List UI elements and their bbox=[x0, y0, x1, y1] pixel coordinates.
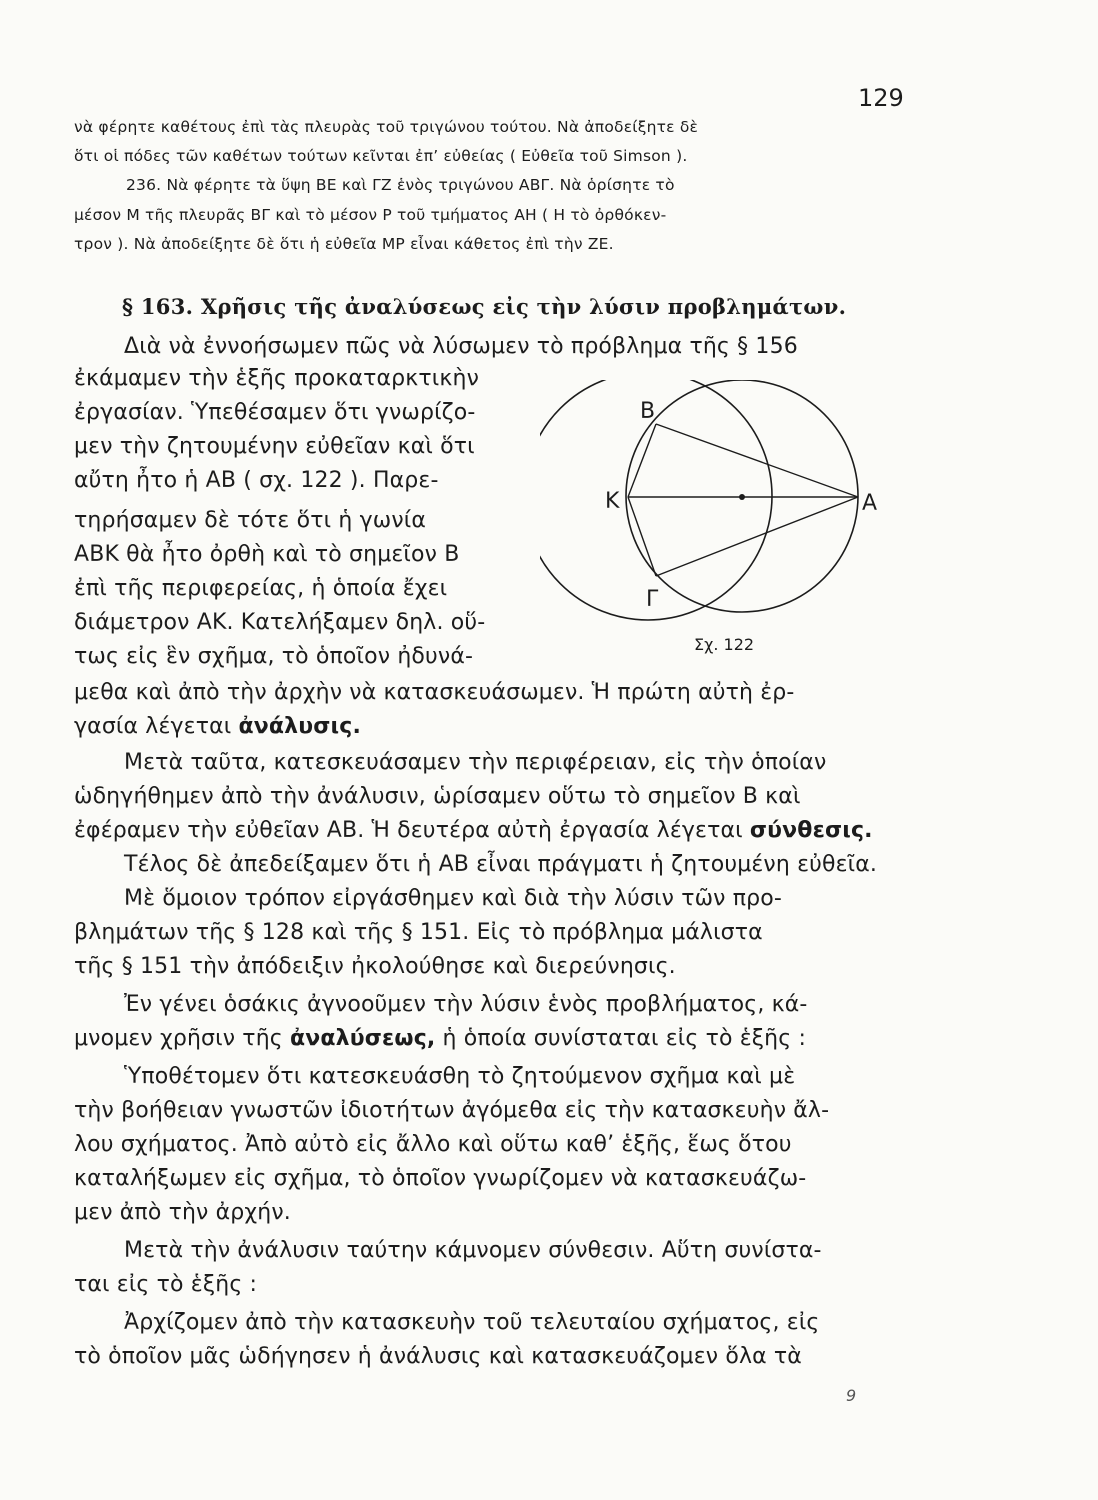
segment-KG bbox=[628, 497, 656, 576]
paragraph-line: ἐργασίαν. Ὑπεθέσαμεν ὅτι γνωρίζο- bbox=[74, 400, 476, 425]
paragraph-line: λου σχήματος. Ἀπὸ αὐτὸ εἰς ἄλλο καὶ οὕτω καθ’ ἑξῆς, ἕως ὅτου bbox=[74, 1132, 792, 1157]
segment-AB bbox=[656, 424, 858, 497]
paragraph-line: βλημάτων τῆς § 128 καὶ τῆς § 151. Εἰς τὸ πρόβλημα μάλιστα bbox=[74, 920, 763, 945]
signature-mark: 9 bbox=[846, 1386, 857, 1405]
paragraph-line: αὔτη ἦτο ἡ ΑΒ ( σχ. 122 ). Παρε- bbox=[74, 468, 439, 493]
paragraph-line: Διὰ νὰ ἐννοήσωμεν πῶς νὰ λύσωμεν τὸ πρόβλημα τῆς § 156 bbox=[124, 334, 798, 359]
label-K: Κ bbox=[605, 489, 620, 514]
term-synthesis: σύνθεσις. bbox=[749, 818, 873, 843]
page-number: 129 bbox=[858, 84, 904, 112]
segment-AG bbox=[656, 497, 858, 576]
paragraph-line: ὡδηγήθημεν ἀπὸ τὴν ἀνάλυσιν, ὡρίσαμεν οὕτω τὸ σημεῖον Β καὶ bbox=[74, 784, 801, 809]
paragraph-line: τὴν βοήθειαν γνωστῶν ἰδιοτήτων ἀγόμεθα εἰς τὴν κατασκευὴν ἄλ- bbox=[74, 1098, 830, 1123]
paragraph-line: Τέλος δὲ ἀπεδείξαμεν ὅτι ἡ ΑΒ εἶναι πράγματι ἡ ζητουμένη εὐθεῖα. bbox=[124, 852, 878, 877]
paragraph-line: καταλήξωμεν εἰς σχῆμα, τὸ ὁποῖον γνωρίζομεν νὰ κατασκευάζω- bbox=[74, 1166, 807, 1191]
text-span: ἡ ὁποία συνίσταται εἰς τὸ ἑξῆς : bbox=[435, 1026, 807, 1051]
exercise-text-line: 236. Νὰ φέρητε τὰ ὕψη ΒΕ καὶ ΓΖ ἑνὸς τριγώνου ΑΒΓ. Νὰ ὁρίσητε τὸ bbox=[126, 176, 675, 194]
text-span: γασία λέγεται bbox=[74, 714, 239, 739]
paragraph-line: Ἐν γένει ὁσάκις ἀγνοοῦμεν τὴν λύσιν ἑνὸς προβλήματος, κά- bbox=[124, 992, 808, 1017]
paragraph-line: τως εἰς ἓν σχῆμα, τὸ ὁποῖον ἠδυνά- bbox=[74, 644, 474, 669]
paragraph-line: Μετὰ ταῦτα, κατεσκευάσαμεν τὴν περιφέρειαν, εἰς τὴν ὁποίαν bbox=[124, 750, 827, 775]
label-B: Β bbox=[640, 399, 656, 424]
paragraph-line: μεθα καὶ ἀπὸ τὴν ἀρχὴν νὰ κατασκευάσωμεν. Ἡ πρώτη αὐτὴ ἐρ- bbox=[74, 680, 795, 705]
paragraph-line: ΑΒΚ θὰ ἦτο ὀρθὴ καὶ τὸ σημεῖον Β bbox=[74, 542, 460, 567]
exercise-text-line: τρον ). Νὰ ἀποδείξητε δὲ ὅτι ἡ εὐθεῖα ΜΡ εἶναι κάθετος ἐπὶ τὴν ΖΕ. bbox=[74, 235, 614, 253]
paragraph-line: ἐπὶ τῆς περιφερείας, ἡ ὁποία ἔχει bbox=[74, 576, 448, 601]
section-heading: § 163. Χρῆσις τῆς ἀναλύσεως εἰς τὴν λύσιν προβλημάτων. bbox=[122, 294, 847, 319]
paragraph-line: ται εἰς τὸ ἑξῆς : bbox=[74, 1272, 258, 1297]
paragraph-line: Μὲ ὅμοιον τρόπον εἰργάσθημεν καὶ διὰ τὴν λύσιν τῶν προ- bbox=[124, 886, 782, 911]
paragraph-line: μεν ἀπὸ τὴν ἀρχήν. bbox=[74, 1200, 291, 1225]
exercise-text-line: ὅτι οἱ πόδες τῶν καθέτων τούτων κεῖνται ἐπ’ εὐθείας ( Εὐθεῖα τοῦ Simson ). bbox=[74, 147, 688, 165]
paragraph-line: μεν τὴν ζητουμένην εὐθεῖαν καὶ ὅτι bbox=[74, 434, 475, 459]
text-span: ἐφέραμεν τὴν εὐθεῖαν ΑΒ. Ἡ δευτέρα αὐτὴ ἐργασία λέγεται bbox=[74, 818, 750, 843]
paragraph-line: τηρήσαμεν δὲ τότε ὅτι ἡ γωνία bbox=[74, 508, 426, 533]
paragraph-line bbox=[74, 818, 904, 843]
text-span: μνομεν χρῆσιν τῆς bbox=[74, 1026, 290, 1051]
paragraph-line: Μετὰ τὴν ἀνάλυσιν ταύτην κάμνομεν σύνθεσιν. Αὕτη συνίστα- bbox=[124, 1238, 822, 1263]
paragraph-line: ἐκάμαμεν τὴν ἑξῆς προκαταρκτικὴν bbox=[74, 366, 480, 391]
term-analysis: ἀνάλυσις. bbox=[238, 714, 361, 739]
label-A: Α bbox=[862, 491, 878, 516]
exercise-text-line: νὰ φέρητε καθέτους ἐπὶ τὰς πλευρὰς τοῦ τριγώνου τούτου. Νὰ ἀποδείξητε δὲ bbox=[74, 118, 699, 136]
paragraph-line: Ὑποθέτομεν ὅτι κατεσκευάσθη τὸ ζητούμενον σχῆμα καὶ μὲ bbox=[124, 1064, 796, 1089]
paragraph-line: διάμετρον ΑΚ. Κατελήξαμεν δηλ. οὕ- bbox=[74, 610, 486, 635]
paragraph-line bbox=[74, 1026, 904, 1051]
small-circle bbox=[540, 380, 772, 620]
exercise-text-line: μέσον Μ τῆς πλευρᾶς ΒΓ καὶ τὸ μέσον Ρ τοῦ τμήματος ΑΗ ( Η τὸ ὀρθόκεν- bbox=[74, 206, 667, 224]
paragraph-line: Ἀρχίζομεν ἀπὸ τὴν κατασκευὴν τοῦ τελευταίου σχήματος, εἰς bbox=[124, 1310, 820, 1335]
center-point bbox=[739, 494, 745, 500]
figure-caption: Σχ. 122 bbox=[694, 635, 755, 654]
paragraph-line bbox=[74, 714, 904, 739]
paragraph-line: τὸ ὁποῖον μᾶς ὡδήγησεν ἡ ἀνάλυσις καὶ κατασκευάζομεν ὅλα τὰ bbox=[74, 1344, 802, 1369]
term-analyseos: ἀναλύσεως, bbox=[290, 1026, 436, 1051]
paragraph-line: τῆς § 151 τὴν ἀπόδειξιν ἠκολούθησε καὶ διερεύνησις. bbox=[74, 954, 676, 979]
geometry-figure bbox=[540, 380, 890, 660]
label-G: Γ bbox=[646, 587, 659, 612]
